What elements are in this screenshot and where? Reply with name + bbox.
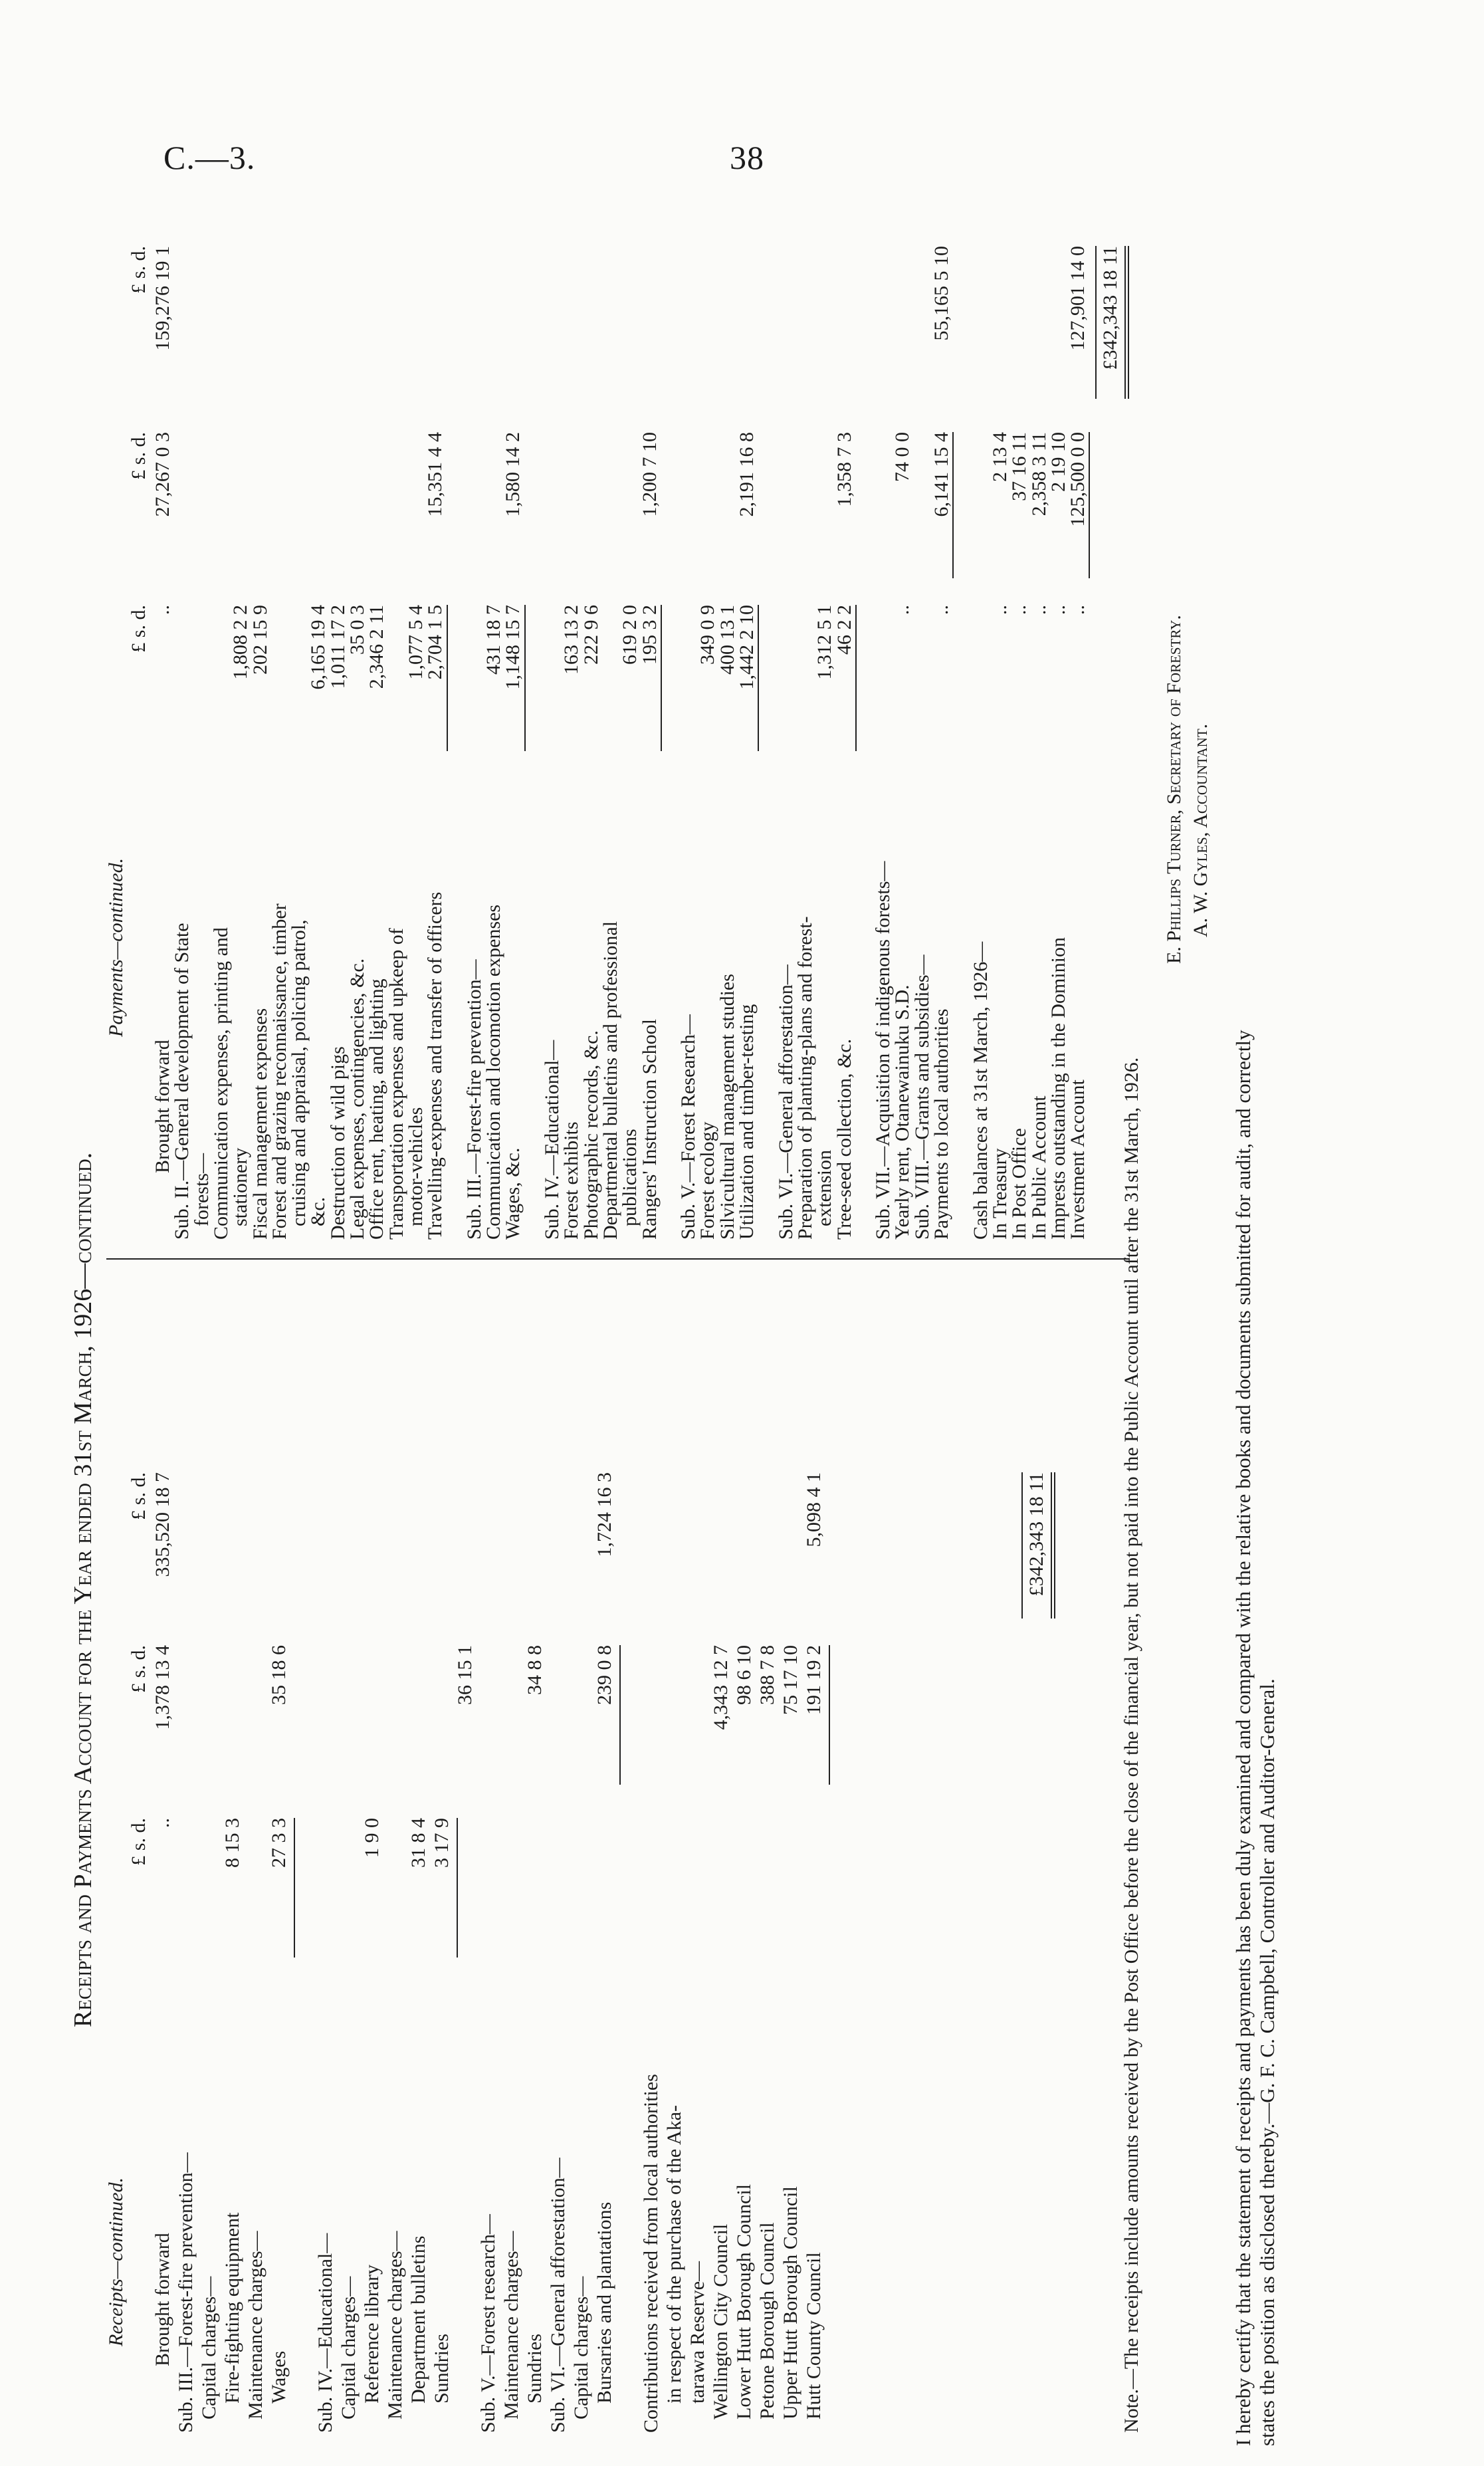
payment-amount: 55,165 5 10 [930, 246, 952, 341]
receipt-amount: 1,378 13 4 [152, 1645, 173, 1730]
receipt-row-label: Capital charges— [338, 2276, 360, 2419]
payment-row-label: Transportation expenses and upkeep of [385, 928, 407, 1240]
receipt-row-label: Wages [268, 2350, 290, 2404]
payment-subtotal-rule [1089, 432, 1090, 578]
payment-row-label: forests— [190, 1153, 213, 1226]
payment-row-label: Payments to local authorities [930, 1008, 952, 1240]
receipt-amount: 1,724 16 3 [593, 1472, 615, 1557]
payment-amount: .. [152, 605, 173, 615]
receipt-row-label: Lower Hutt Borough Council [733, 2184, 755, 2419]
payment-amount: 1,312 5 1 [813, 605, 836, 680]
payment-row-label: Forest exhibits [560, 1121, 583, 1240]
payment-total-rule [1124, 246, 1126, 399]
receipt-amount: 27 3 3 [268, 1818, 290, 1868]
receipt-row-label: Wellington City Council [710, 2223, 732, 2419]
payment-amount: 195 3 2 [638, 605, 661, 665]
payment-row-label: motor-vehicles [404, 1107, 427, 1226]
payment-row-label: In Public Account [1027, 1095, 1050, 1240]
payment-amount: 2 19 10 [1047, 432, 1069, 492]
receipt-amount: .. [152, 1818, 173, 1828]
payment-row-label: Communication expenses, printing and [209, 927, 232, 1240]
payment-column-heading: £ s. d. [128, 246, 150, 294]
payment-amount: .. [930, 605, 952, 615]
page-number: 38 [730, 139, 764, 176]
payment-row-label: Tree-seed collection, &c. [833, 1038, 855, 1240]
payment-row-label: Brought forward [152, 1040, 173, 1173]
payment-row-label: Sub. VII.—Acquisition of indigenous forests— [872, 861, 895, 1240]
payment-row-label: Sub. III.—Forest-fire prevention— [463, 959, 485, 1240]
payments-heading: Payments—continued. [105, 857, 127, 1037]
payment-total-rule [1095, 246, 1097, 399]
receipt-row-label: Reference library [361, 2264, 383, 2404]
payment-amount: 46 2 2 [833, 605, 855, 655]
receipt-row-label: Contributions received from local authorities [640, 2074, 662, 2433]
payment-amount: 37 16 11 [1008, 432, 1031, 501]
payment-row-label: Travelling-expenses and transfer of officers [424, 891, 447, 1240]
receipt-amount: 98 6 10 [733, 1645, 755, 1705]
payment-amount: 1,200 7 10 [638, 432, 661, 517]
payment-amount: 1,148 15 7 [502, 605, 524, 690]
payment-subtotal-rule [447, 605, 448, 751]
payment-column-heading: £ s. d. [128, 605, 150, 653]
payment-amount: 400 13 1 [716, 605, 738, 675]
receipt-column-heading: £ s. d. [128, 1472, 150, 1520]
receipt-amount: 35 18 6 [268, 1645, 290, 1705]
audit-certificate-line-1: I hereby certify that the statement of receipts and payments has been duly examined and compared with the relative books and documents submitted for audit, and correctly [1231, 1030, 1255, 2446]
payment-amount: 159,276 19 1 [152, 246, 173, 351]
receipt-amount: 388 7 8 [756, 1645, 778, 1705]
receipt-amount: 3 17 9 [431, 1818, 453, 1868]
receipt-subtotal-rule [829, 1645, 830, 1785]
receipt-row-label: Fire-fighting equipment [221, 2212, 243, 2404]
payment-subtotal-rule [952, 432, 954, 578]
report-code: C.—3. [163, 139, 256, 176]
payment-row-label: In Post Office [1008, 1128, 1031, 1240]
receipt-row-label: Hutt County Council [803, 2252, 825, 2419]
payment-amount: 2,358 3 11 [1027, 432, 1050, 516]
payment-row-label: stationery [229, 1147, 252, 1226]
payment-row-label: Wages, &c. [502, 1147, 524, 1240]
payment-column-heading: £ s. d. [128, 432, 150, 480]
receipt-subtotal-rule [619, 1645, 621, 1785]
receipt-amount: 1 9 0 [361, 1818, 383, 1858]
receipt-subtotal-rule [457, 1818, 458, 1958]
payment-amount: 35 0 3 [346, 605, 368, 655]
payment-row-label: &c. [307, 1196, 330, 1226]
payment-amount: 349 0 9 [696, 605, 719, 665]
payment-row-label: extension [813, 1150, 836, 1226]
payment-row-label: Photographic records, &c. [580, 1030, 602, 1240]
receipt-row-label: Sub. IV.—Educational— [314, 2233, 336, 2433]
payment-amount: 6,141 15 4 [930, 432, 952, 517]
receipt-row-label: Sub. V.—Forest research— [477, 2214, 499, 2433]
column-divider [106, 1258, 1130, 1260]
receipt-row-label: in respect of the purchase of the Aka- [663, 2105, 685, 2404]
receipt-row-label: Maintenance charges— [245, 2231, 266, 2419]
rotated-page-body [27, 186, 1356, 2446]
payment-amount: .. [891, 605, 914, 615]
payment-row-label: Utilization and timber-testing [736, 1004, 758, 1240]
payment-amount: 27,267 0 3 [152, 432, 173, 517]
payment-amount: 15,351 4 4 [424, 432, 447, 517]
receipt-row-label: Department bulletins [407, 2235, 429, 2404]
receipt-grand-total: £342,343 18 11 [1025, 1472, 1047, 1597]
receipt-amount: 5,098 4 1 [803, 1472, 825, 1547]
payment-row-label: Legal expenses, contingencies, &c. [346, 958, 368, 1240]
payment-row-label: Sub. IV.—Educational— [541, 1040, 563, 1240]
payment-amount: 1,808 2 2 [229, 605, 252, 680]
payment-amount: 74 0 0 [891, 432, 914, 482]
payment-subtotal-rule [855, 605, 857, 751]
payment-amount: 222 9 6 [580, 605, 602, 665]
receipt-column-heading: £ s. d. [128, 1645, 150, 1693]
receipt-amount: 31 8 4 [407, 1818, 429, 1868]
payment-subtotal-rule [661, 605, 662, 751]
payment-amount: 2,191 16 8 [736, 432, 758, 517]
payment-row-label: Departmental bulletins and professional [599, 921, 621, 1240]
receipt-total-rule [1051, 1472, 1052, 1619]
payment-amount: 1,580 14 2 [502, 432, 524, 517]
receipt-amount: 75 17 10 [780, 1645, 801, 1715]
payment-amount: 1,442 2 10 [736, 605, 758, 690]
payment-row-label: Silvicultural management studies [716, 974, 738, 1240]
receipt-row-label: Maintenance charges— [500, 2231, 522, 2419]
payment-row-label: Communication and locomotion expenses [482, 904, 505, 1240]
receipt-amount: 36 15 1 [454, 1645, 476, 1705]
payment-row-label: Cash balances at 31st March, 1926— [969, 941, 992, 1240]
receipt-amount: 335,520 18 7 [152, 1472, 173, 1577]
payment-row-label: Preparation of planting-plans and forest- [794, 916, 816, 1240]
payment-row-label: Rangers' Instruction School [638, 1018, 661, 1240]
payment-amount: .. [1008, 605, 1031, 615]
payment-amount: .. [1067, 605, 1089, 615]
payment-amount: 1,011 17 2 [326, 605, 349, 689]
payment-row-label: Forest ecology [696, 1121, 719, 1240]
receipt-amount: 34 8 8 [524, 1645, 546, 1695]
receipt-row-label: Upper Hutt Borough Council [780, 2186, 801, 2419]
receipt-total-rule [1054, 1472, 1055, 1619]
payment-row-label: Fiscal management expenses [249, 1008, 271, 1240]
payment-row-label: In Treasury [988, 1148, 1011, 1240]
receipt-subtotal-rule [294, 1818, 295, 1958]
payment-amount: 431 18 7 [482, 605, 505, 675]
receipt-amount: 4,343 12 7 [710, 1645, 732, 1730]
signature-accountant: A. W. Gyles, Accountant. [1190, 723, 1212, 937]
payment-amount: 1,077 5 4 [404, 605, 427, 680]
payment-row-label: Destruction of wild pigs [326, 1046, 349, 1240]
account-title: Receipts and Payments Account for the Year ended 31st March, 1926—continued. [69, 1152, 97, 2027]
payment-row-label: Investment Account [1067, 1079, 1089, 1240]
receipt-row-label: Petone Borough Council [756, 2222, 778, 2419]
receipt-amount: 239 0 8 [593, 1645, 615, 1705]
receipts-note: Note.—The receipts include amounts received by the Post Office before the close of the financial year, but not paid into the Public Account until after the 31st March, 1926. [1120, 1057, 1142, 2433]
receipt-total-rule [1021, 1472, 1023, 1619]
payment-row-label: Sub. V.—Forest Research— [677, 1014, 700, 1240]
payment-row-label: Sub. VIII.—Grants and subsidies— [910, 954, 933, 1240]
receipt-row-label: Sundries [524, 2334, 546, 2404]
payment-amount: 1,358 7 3 [833, 432, 855, 507]
receipts-heading: Receipts—continued. [105, 2177, 127, 2346]
payment-row-label: Imprests outstanding in the Dominion [1047, 937, 1069, 1240]
payment-amount: 619 2 0 [619, 605, 641, 665]
payment-amount: .. [1027, 605, 1050, 615]
receipt-row-label: Capital charges— [570, 2276, 592, 2419]
payment-row-label: Yearly rent, Otanewainuku S.D. [891, 984, 914, 1240]
payment-grand-total: £342,343 18 11 [1099, 246, 1122, 370]
payment-subtotal-rule [758, 605, 759, 751]
payment-amount: 2,704 1 5 [424, 605, 447, 680]
audit-certificate-line-2: states the position as disclosed thereby.—G. F. C. Campbell, Controller and Auditor-General. [1255, 1678, 1279, 2446]
payment-row-label: publications [619, 1129, 641, 1226]
payment-row-label: Sub. VI.—General afforestation— [774, 964, 797, 1240]
payment-row-label: Sub. II.—General development of State [171, 923, 193, 1240]
receipt-row-label: Capital charges— [198, 2276, 220, 2419]
payment-amount: 163 13 2 [560, 605, 583, 675]
receipt-amount: 191 19 2 [803, 1645, 825, 1715]
payment-amount: 202 15 9 [249, 605, 271, 675]
payment-total-rule [1128, 246, 1129, 399]
receipt-column-heading: £ s. d. [128, 1818, 150, 1866]
payment-amount: 2 13 4 [988, 432, 1011, 482]
signature-secretary: E. Phillips Turner, Secretary of Forestry. [1163, 615, 1185, 964]
receipt-row-label: Sundries [431, 2334, 453, 2404]
payment-amount: 6,165 19 4 [307, 605, 330, 690]
payment-amount: 125,500 0 0 [1067, 432, 1089, 527]
payment-row-label: Office rent, heating, and lighting [366, 978, 388, 1240]
payment-amount: 127,901 14 0 [1067, 246, 1089, 351]
payment-amount: .. [1047, 605, 1069, 615]
receipt-row-label: Sub. VI.—General afforestation— [547, 2158, 569, 2433]
payment-subtotal-rule [524, 605, 526, 751]
payment-row-label: cruising and appraisal, policing patrol, [288, 919, 310, 1226]
receipt-row-label: Sub. III.—Forest-fire prevention— [175, 2152, 197, 2433]
payment-amount: .. [988, 605, 1011, 615]
payment-row-label: Forest and grazing reconnaissance, timber [268, 903, 290, 1240]
receipt-row-label: tarawa Reserve— [687, 2261, 708, 2404]
receipt-row-label: Bursaries and plantations [593, 2201, 615, 2404]
payment-amount: 2,346 2 11 [366, 605, 388, 689]
receipt-amount: 8 15 3 [221, 1818, 243, 1868]
receipt-row-label: Maintenance charges— [384, 2231, 406, 2419]
receipt-row-label: Brought forward [152, 2233, 173, 2366]
